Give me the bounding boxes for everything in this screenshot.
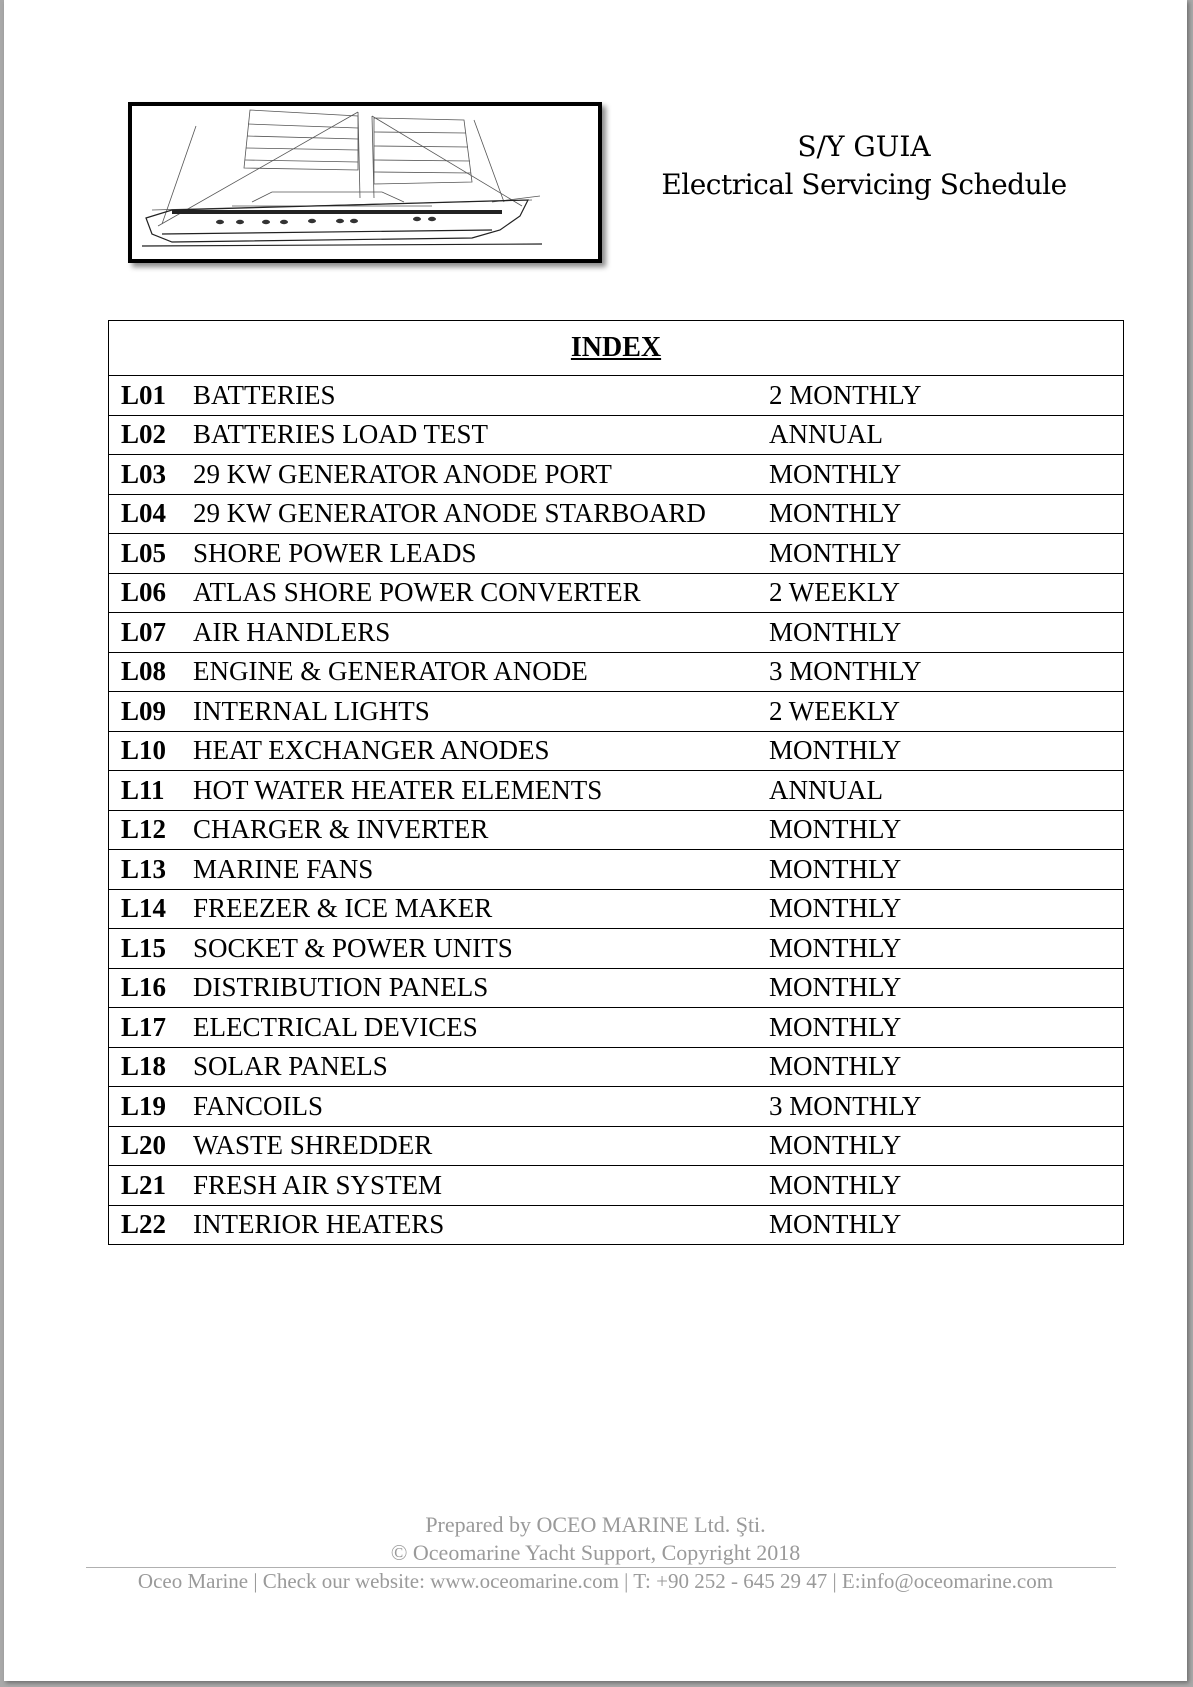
index-heading-row [109,321,1124,376]
index-table [108,320,1124,1245]
table-row [109,1047,1124,1087]
item-code: L08 [109,652,194,692]
item-code: L04 [109,494,194,534]
item-code: L18 [109,1047,194,1087]
footer-copyright: © Oceomarine Yacht Support, Copyright 2018 [390,1540,801,1565]
item-name: INTERNAL LIGHTS [193,692,769,732]
item-frequency: MONTHLY [769,929,1124,969]
item-name: FANCOILS [193,1087,769,1127]
item-code: L01 [109,376,194,416]
item-frequency: MONTHLY [769,850,1124,890]
item-code: L05 [109,534,194,574]
item-code: L13 [109,850,194,890]
item-name: WASTE SHREDDER [193,1126,769,1166]
item-name: 29 KW GENERATOR ANODE PORT [193,455,769,495]
item-frequency: MONTHLY [769,534,1124,574]
footer-prepared-by: Prepared by OCEO MARINE Ltd. Şti. [425,1512,766,1537]
item-code: L12 [109,810,194,850]
item-code: L20 [109,1126,194,1166]
table-row [109,1008,1124,1048]
document-page [4,0,1187,1681]
item-frequency: MONTHLY [769,810,1124,850]
item-name: DISTRIBUTION PANELS [193,968,769,1008]
table-row [109,534,1124,574]
table-row [109,692,1124,732]
table-row [109,455,1124,495]
item-code: L11 [109,771,194,811]
item-frequency: 2 WEEKLY [769,573,1124,613]
item-frequency: MONTHLY [769,889,1124,929]
item-frequency: MONTHLY [769,494,1124,534]
item-name: AIR HANDLERS [193,613,769,653]
item-frequency: MONTHLY [769,1047,1124,1087]
sailing-yacht-drawing [128,102,602,263]
item-name: ENGINE & GENERATOR ANODE [193,652,769,692]
table-row [109,810,1124,850]
item-name: HOT WATER HEATER ELEMENTS [193,771,769,811]
item-code: L22 [109,1205,194,1245]
item-name: HEAT EXCHANGER ANODES [193,731,769,771]
table-row [109,929,1124,969]
table-row [109,376,1124,416]
item-frequency: MONTHLY [769,613,1124,653]
item-frequency: 3 MONTHLY [769,1087,1124,1127]
item-frequency: MONTHLY [769,1166,1124,1206]
table-row [109,613,1124,653]
item-code: L06 [109,573,194,613]
vessel-name: S/Y GUIA [797,130,931,163]
index-heading: INDEX [570,332,662,363]
item-code: L02 [109,415,194,455]
item-code: L14 [109,889,194,929]
table-row [109,968,1124,1008]
table-row [109,1126,1124,1166]
item-frequency: MONTHLY [769,1008,1124,1048]
table-row [109,1205,1124,1245]
document-title: Electrical Servicing Schedule [661,168,1067,201]
table-row [109,494,1124,534]
item-name: FREEZER & ICE MAKER [193,889,769,929]
item-name: ATLAS SHORE POWER CONVERTER [193,573,769,613]
item-name: SHORE POWER LEADS [193,534,769,574]
item-name: SOCKET & POWER UNITS [193,929,769,969]
table-row [109,1087,1124,1127]
item-frequency: ANNUAL [769,415,1124,455]
item-name: ELECTRICAL DEVICES [193,1008,769,1048]
item-frequency: 2 MONTHLY [769,376,1124,416]
item-frequency: MONTHLY [769,455,1124,495]
item-frequency: MONTHLY [769,968,1124,1008]
item-name: MARINE FANS [193,850,769,890]
item-code: L19 [109,1087,194,1127]
item-frequency: 3 MONTHLY [769,652,1124,692]
item-code: L10 [109,731,194,771]
table-row [109,415,1124,455]
item-frequency: MONTHLY [769,1205,1124,1245]
item-code: L03 [109,455,194,495]
table-row [109,1166,1124,1206]
footer-contact: Oceo Marine | Check our website: www.oceomarine.com | T: +90 252 - 645 29 47 | E:info@oceomarine.com [137,1569,1054,1593]
item-code: L15 [109,929,194,969]
item-name: CHARGER & INVERTER [193,810,769,850]
item-code: L09 [109,692,194,732]
item-frequency: ANNUAL [769,771,1124,811]
table-row [109,771,1124,811]
item-frequency: 2 WEEKLY [769,692,1124,732]
item-code: L16 [109,968,194,1008]
item-name: BATTERIES LOAD TEST [193,415,769,455]
item-code: L07 [109,613,194,653]
item-code: L17 [109,1008,194,1048]
yacht-sketch-icon [132,106,598,259]
item-frequency: MONTHLY [769,1126,1124,1166]
table-row [109,850,1124,890]
item-name: BATTERIES [193,376,769,416]
item-name: INTERIOR HEATERS [193,1205,769,1245]
table-row [109,573,1124,613]
footer-divider [86,1567,1116,1568]
table-row [109,731,1124,771]
table-row [109,652,1124,692]
item-name: SOLAR PANELS [193,1047,769,1087]
table-row [109,889,1124,929]
item-code: L21 [109,1166,194,1206]
item-frequency: MONTHLY [769,731,1124,771]
item-name: FRESH AIR SYSTEM [193,1166,769,1206]
item-name: 29 KW GENERATOR ANODE STARBOARD [193,494,769,534]
